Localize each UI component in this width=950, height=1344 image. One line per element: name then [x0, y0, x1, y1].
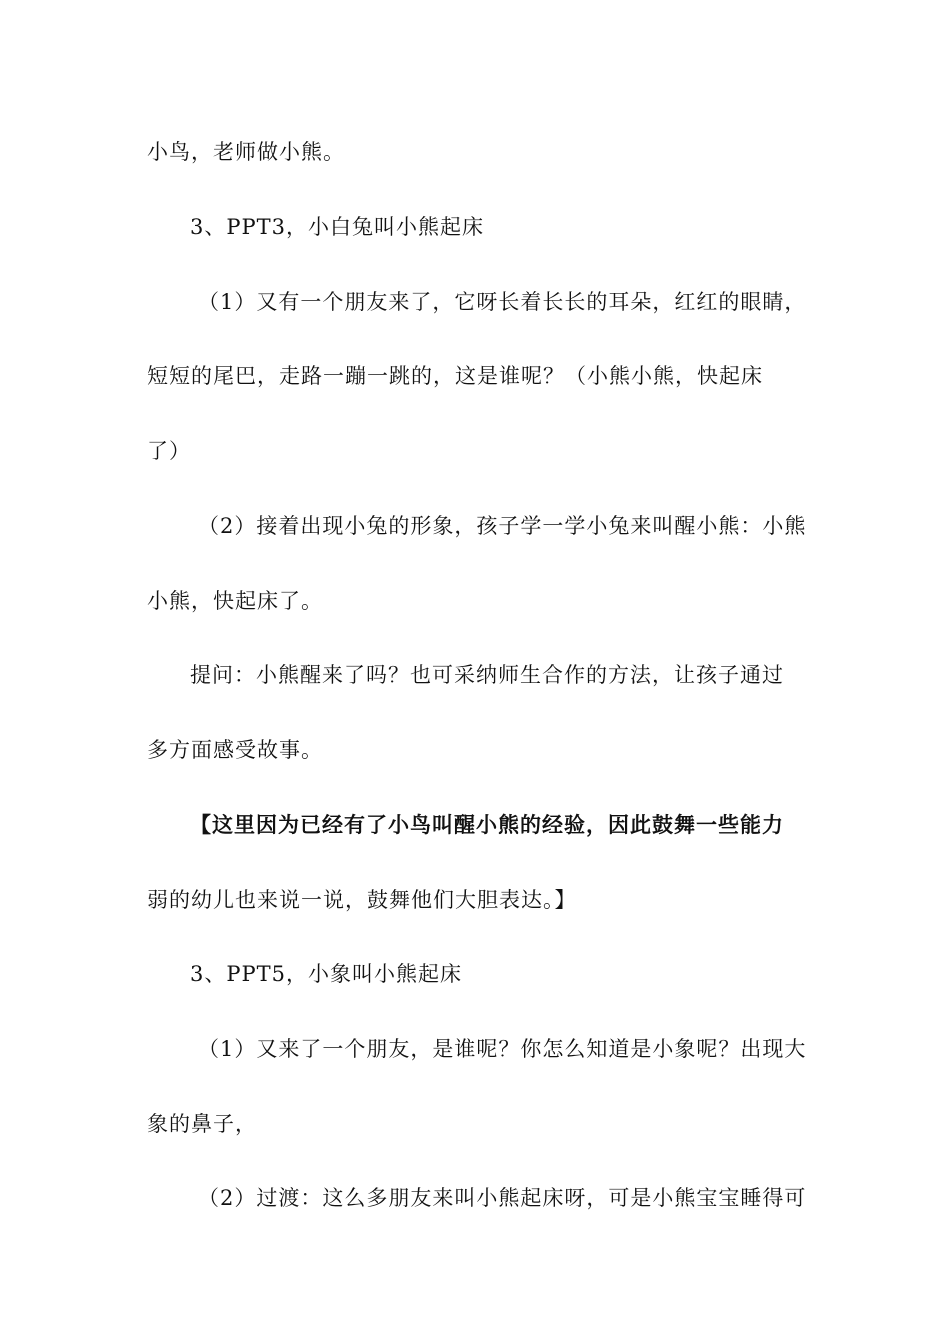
- paragraph-line: 多方面感受故事。: [147, 738, 323, 762]
- paragraph-line: （1）又来了一个朋友，是谁呢？你怎么知道是小象呢？出现大: [198, 1037, 807, 1061]
- paragraph-line: 小熊，快起床了。: [147, 589, 323, 613]
- paragraph-line: 象的鼻子，: [147, 1112, 257, 1136]
- paragraph-line: （2）过渡：这么多朋友来叫小熊起床呀，可是小熊宝宝睡得可: [198, 1186, 807, 1210]
- section-heading: 3、PPT5，小象叫小熊起床: [190, 962, 462, 986]
- paragraph-line: 小鸟，老师做小熊。: [147, 140, 345, 164]
- paragraph-line: （1）又有一个朋友来了，它呀长着长长的耳朵，红红的眼睛，: [198, 290, 807, 314]
- paragraph-line: 了）: [147, 439, 191, 463]
- section-heading: 3、PPT3，小白兔叫小熊起床: [190, 215, 484, 239]
- paragraph-line: 短短的尾巴，走路一蹦一跳的，这是谁呢？（小熊小熊，快起床: [147, 364, 763, 388]
- paragraph-line: （2）接着出现小兔的形象，孩子学一学小兔来叫醒小熊：小熊: [198, 514, 807, 538]
- paragraph-line: 提问：小熊醒来了吗？也可采纳师生合作的方法，让孩子通过: [190, 663, 784, 687]
- note-line: 弱的幼儿也来说一说，鼓舞他们大胆表达。】: [147, 888, 577, 912]
- note-line: 【这里因为已经有了小鸟叫醒小熊的经验，因此鼓舞一些能力: [190, 812, 784, 837]
